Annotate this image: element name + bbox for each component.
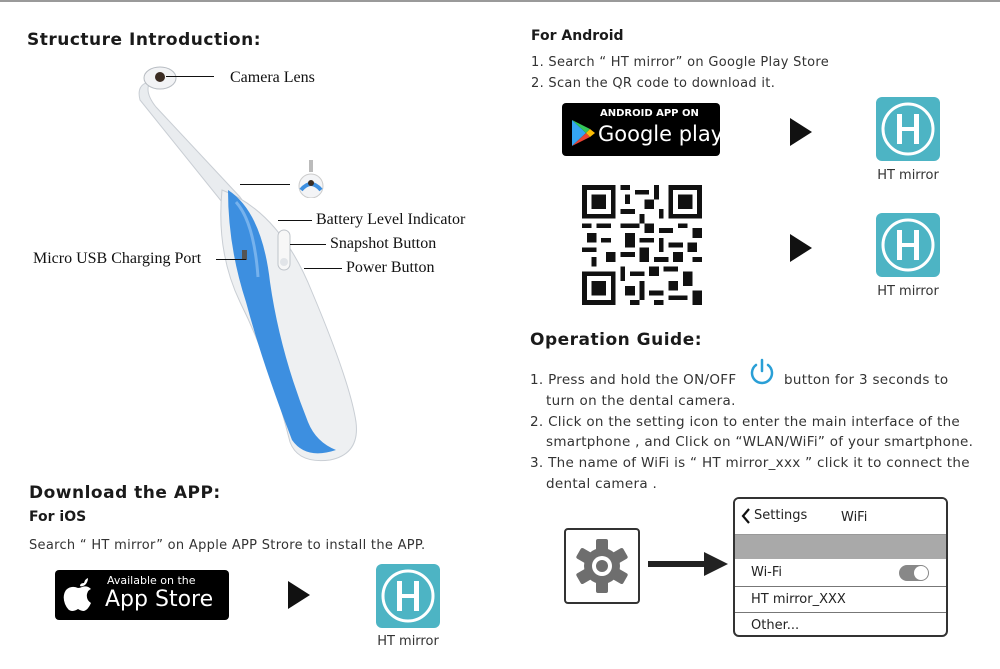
- guide-step2-a: 2. Click on the setting icon to enter the main interface of the: [530, 414, 961, 430]
- label-snapshot-button: Snapshot Button: [330, 235, 437, 252]
- settings-gear-box[interactable]: [564, 528, 640, 604]
- top-divider: [0, 0, 1000, 2]
- ht-mirror-app-icon-ios[interactable]: [376, 564, 440, 628]
- wifi-panel-title: WiFi: [841, 510, 868, 525]
- wifi-toggle-row[interactable]: [735, 559, 946, 587]
- app-store-badge[interactable]: [55, 570, 229, 620]
- arrow-ios-icon: [288, 581, 310, 609]
- toggle-knob: [914, 566, 928, 580]
- guide-step3-a: 3. The name of WiFi is “ HT mirror_xxx ” click it to connect the: [530, 455, 970, 471]
- android-title: For Android: [531, 28, 624, 44]
- arrow-right-icon: [648, 552, 728, 576]
- chevron-left-icon[interactable]: [741, 508, 751, 524]
- leader-snapshot: [290, 244, 326, 245]
- operation-guide-title: Operation Guide:: [530, 330, 703, 350]
- power-icon: [748, 358, 776, 386]
- leader-battery: [278, 220, 312, 221]
- ht-mirror-caption-android-2: HT mirror: [877, 284, 939, 299]
- wifi-label: Wi-Fi: [751, 565, 783, 580]
- structure-title: Structure Introduction:: [27, 30, 261, 50]
- wifi-other-label: Other...: [751, 618, 800, 633]
- guide-step1-a: 1. Press and hold the ON/OFF: [530, 372, 737, 388]
- android-step1: 1. Search “ HT mirror” on Google Play Store: [531, 55, 830, 70]
- guide-step1-b: button for 3 seconds to: [784, 372, 949, 388]
- guide-step2-b: smartphone , and Click on “WLAN/WiFi” of your smartphone.: [546, 434, 974, 450]
- appstore-line2: App Store: [105, 587, 214, 612]
- label-camera-lens: Camera Lens: [230, 69, 315, 86]
- arrow-android-2-icon: [790, 234, 812, 262]
- appstore-line1: Available on the: [107, 574, 196, 587]
- guide-step3-b: dental camera .: [546, 476, 658, 492]
- leader-usb: [216, 259, 246, 260]
- label-usb-port: Micro USB Charging Port: [33, 250, 202, 267]
- ht-mirror-app-icon-android-1[interactable]: [876, 97, 940, 161]
- leader-power: [304, 268, 342, 269]
- wifi-network-row[interactable]: [735, 587, 946, 613]
- settings-back-label[interactable]: Settings: [754, 508, 808, 523]
- google-play-icon: [570, 119, 596, 147]
- wifi-panel-spacer: [735, 535, 946, 559]
- label-power-button: Power Button: [346, 259, 435, 276]
- ht-logo-icon: [376, 564, 440, 628]
- qr-code-icon[interactable]: [582, 185, 702, 305]
- wifi-panel-header: [735, 499, 946, 535]
- wifi-toggle-switch[interactable]: [899, 565, 929, 581]
- wifi-settings-panel: [733, 497, 948, 637]
- apple-icon: [63, 578, 93, 612]
- gplay-line1: ANDROID APP ON: [600, 108, 699, 119]
- wifi-network-name: HT mirror_XXX: [751, 592, 846, 607]
- label-battery-indicator: Battery Level Indicator: [316, 211, 466, 228]
- ht-mirror-caption-ios: HT mirror: [377, 634, 439, 649]
- arrow-android-1-icon: [790, 118, 812, 146]
- ht-mirror-app-icon-android-2[interactable]: [876, 213, 940, 277]
- android-step2: 2. Scan the QR code to download it.: [531, 76, 776, 91]
- ht-logo-icon: [876, 97, 940, 161]
- wifi-other-row[interactable]: [735, 613, 946, 637]
- leader-camera-lens: [166, 76, 214, 77]
- gear-icon: [573, 537, 631, 595]
- ht-mirror-caption-android-1: HT mirror: [877, 168, 939, 183]
- download-title: Download the APP:: [29, 483, 221, 503]
- lens-closeup-icon: [294, 160, 328, 198]
- google-play-badge[interactable]: [562, 103, 724, 156]
- ios-instruction: Search “ HT mirror” on Apple APP Strore to install the APP.: [29, 538, 426, 553]
- ht-logo-icon: [876, 213, 940, 277]
- gplay-line2: Google play: [598, 122, 724, 146]
- guide-step1-c: turn on the dental camera.: [546, 393, 736, 409]
- leader-lens-closeup: [240, 184, 290, 185]
- ios-subtitle: For iOS: [29, 509, 87, 525]
